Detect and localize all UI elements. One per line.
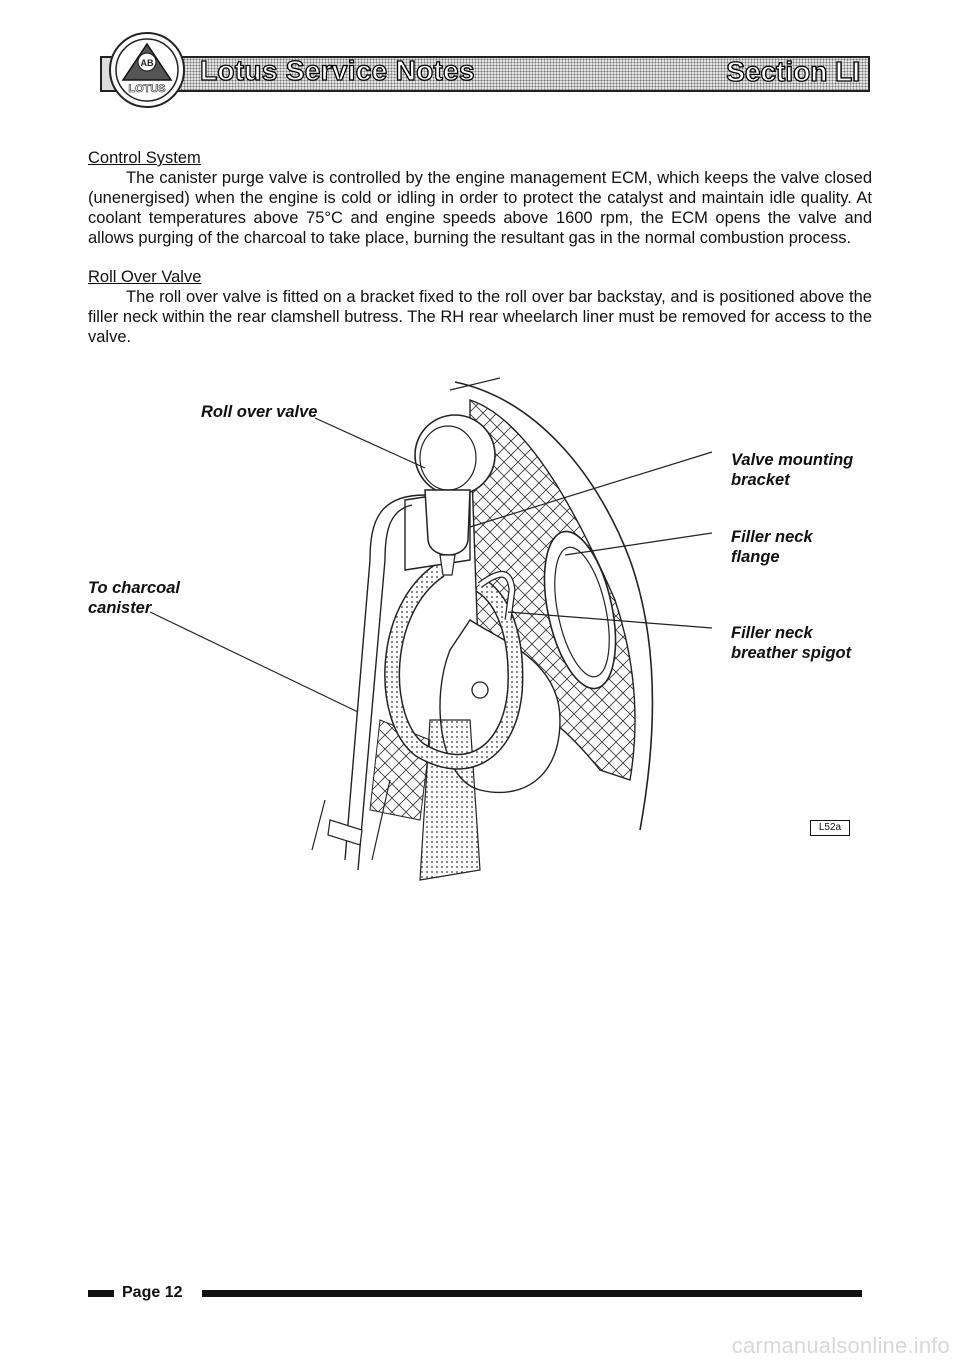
section-body: The roll over valve is fitted on a bracket fixed to the roll over bar backstay, and is positioned above the filler neck within the rear clamshell butress. The RH rear wheelarch liner must be removed for access to the valve. xyxy=(88,288,872,346)
section-roll-over-valve xyxy=(88,267,872,347)
label-filler-neck-breather-spigot: Filler neck breather spigot xyxy=(731,624,852,662)
label-roll-over-valve: Roll over valve xyxy=(201,403,318,421)
lotus-logo-icon xyxy=(107,30,187,110)
section-heading: Control System xyxy=(88,149,201,167)
section-heading: Roll Over Valve xyxy=(88,268,202,286)
svg-text:LOTUS: LOTUS xyxy=(128,83,166,95)
label-valve-mounting-bracket: Valve mounting bracket xyxy=(731,451,854,489)
header-section: Section LI xyxy=(726,56,860,87)
footer-rule-right xyxy=(202,1290,862,1297)
page-number: Page 12 xyxy=(122,1284,183,1301)
label-to-charcoal-canister: To charcoal canister xyxy=(88,579,180,617)
watermark: carmanualsonline.info xyxy=(731,1333,950,1358)
header-title: Lotus Service Notes xyxy=(200,55,475,86)
svg-text:AB: AB xyxy=(140,58,154,68)
footer-rule-left xyxy=(88,1290,114,1297)
section-body: The canister purge valve is controlled by the engine management ECM, which keeps the valve closed (unenergised) when the engine is cold or idling in order to protect the catalyst and maintain idle quality. At coolant temperatures above 75°C and engine speeds above 1600 rpm, the ECM opens the valve and allows purging of the charcoal to take place, burning the resultant gas in the normal combustion process. xyxy=(88,169,872,247)
figure-reference: L52a xyxy=(810,820,850,836)
section-control-system xyxy=(88,148,872,248)
label-filler-neck-flange: Filler neck flange xyxy=(731,528,813,566)
